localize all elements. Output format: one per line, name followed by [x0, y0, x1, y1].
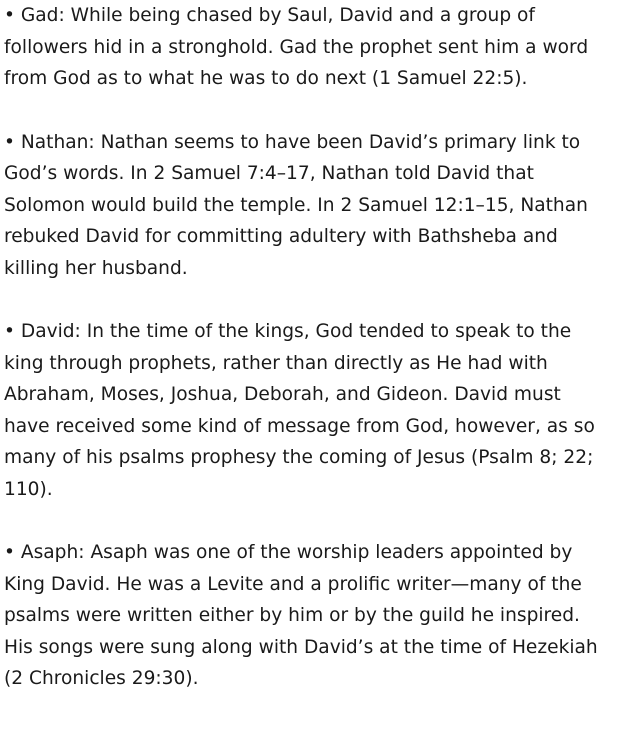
text-line: Solomon would build the temple. In 2 Samuel 12:1–15, Nathan [4, 194, 588, 216]
paragraph-asaph [4, 537, 616, 695]
text-line: rebuked David for committing adultery with Bathsheba and [4, 226, 558, 247]
text-line: • Asaph: Asaph was one of the worship leaders appointed by [4, 542, 573, 563]
text-line: • Nathan: Nathan seems to have been David’s primary link to [4, 131, 581, 153]
text-line: many of his psalms prophesy the coming of Jesus (Psalm 8; 22; [4, 447, 594, 468]
text-line: (2 Chronicles 29:30). [4, 668, 199, 689]
text-line: have received some kind of message from God, however, as so [4, 415, 595, 437]
text-line: psalms were written either by him or by the guild he inspired. [4, 605, 580, 626]
paragraph-gad [4, 0, 616, 95]
text-line: God’s words. In 2 Samuel 7:4–17, Nathan told David that [4, 163, 534, 184]
paragraph-david [4, 316, 616, 505]
text-line: 110). [4, 478, 53, 500]
text-line: followers hid in a stronghold. Gad the prophet sent him a word [4, 36, 589, 58]
text-line: • Gad: While being chased by Saul, David and a group of [4, 5, 535, 26]
text-line: • David: In the time of the kings, God tended to speak to the [4, 321, 572, 342]
text-line: His songs were sung along with David’s at the time of Hezekiah [4, 636, 598, 658]
text-line: Abraham, Moses, Joshua, Deborah, and Gideon. David must [4, 384, 561, 405]
text-line: king through prophets, rather than directly as He had with [4, 352, 548, 374]
text-line: from God as to what he was to do next (1 Samuel 22:5). [4, 68, 528, 89]
text-line: King David. He was a Levite and a prolific writer—many of the [4, 573, 582, 595]
document-body [4, 0, 616, 727]
paragraph-nathan [4, 127, 616, 285]
text-line: killing her husband. [4, 257, 188, 279]
